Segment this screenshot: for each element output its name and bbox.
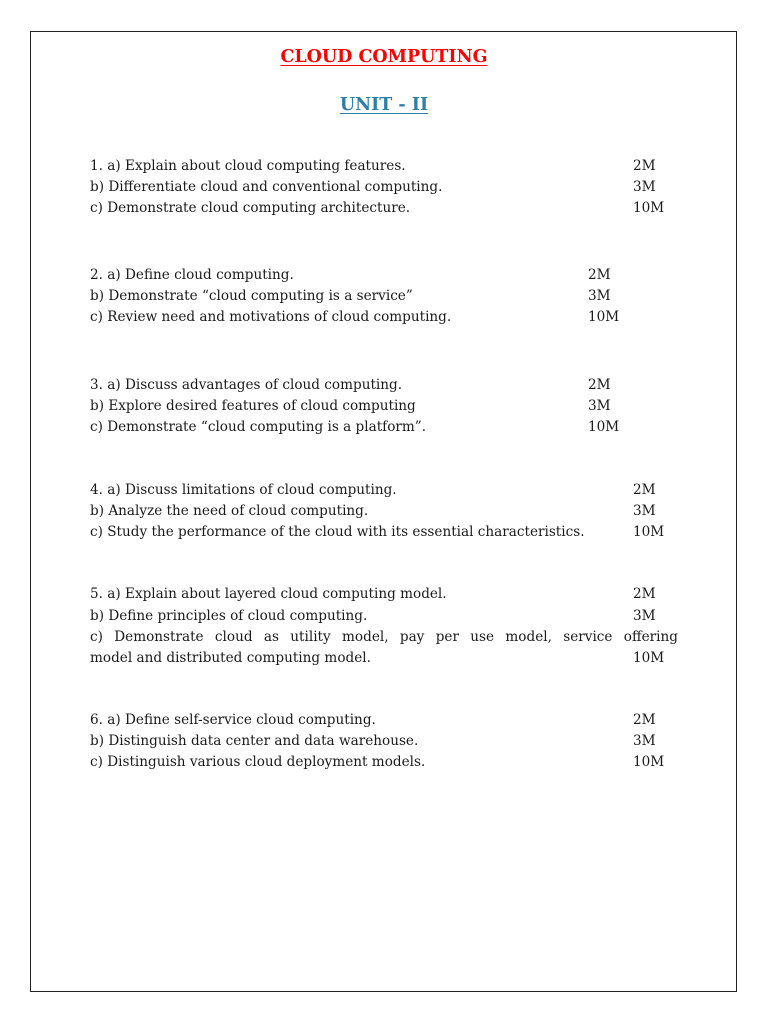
- question-2c-marks: 10M: [588, 309, 620, 325]
- question-3c: c) Demonstrate “cloud computing is a platform”.: [90, 419, 427, 435]
- question-4b-marks: 3M: [633, 503, 656, 519]
- question-5a: 5. a) Explain about layered cloud computing model.: [90, 586, 447, 602]
- question-1a-marks: 2M: [633, 158, 656, 174]
- question-1a: 1. a) Explain about cloud computing features.: [90, 158, 406, 174]
- question-3a: 3. a) Discuss advantages of cloud computing.: [90, 377, 403, 393]
- question-5c-line1: c) Demonstrate cloud as utility model, pay per use model, service offering: [90, 629, 678, 645]
- question-4b: b) Analyze the need of cloud computing.: [90, 503, 369, 519]
- document-title: CLOUD COMPUTING: [280, 47, 488, 67]
- question-5c-line2: model and distributed computing model.: [90, 650, 371, 666]
- question-3b: b) Explore desired features of cloud computing: [90, 398, 416, 414]
- question-6b-marks: 3M: [633, 733, 656, 749]
- question-4a-marks: 2M: [633, 482, 656, 498]
- question-6c-marks: 10M: [633, 754, 665, 770]
- question-4a: 4. a) Discuss limitations of cloud computing.: [90, 482, 397, 498]
- question-5b-marks: 3M: [633, 608, 656, 624]
- question-1b-marks: 3M: [633, 179, 656, 195]
- question-4c-marks: 10M: [633, 524, 665, 540]
- question-1b: b) Differentiate cloud and conventional computing.: [90, 179, 443, 195]
- question-6a: 6. a) Define self-service cloud computing.: [90, 712, 376, 728]
- question-5a-marks: 2M: [633, 586, 656, 602]
- question-2a: 2. a) Define cloud computing.: [90, 267, 294, 283]
- question-6a-marks: 2M: [633, 712, 656, 728]
- question-6b: b) Distinguish data center and data warehouse.: [90, 733, 419, 749]
- question-2a-marks: 2M: [588, 267, 611, 283]
- question-4c: c) Study the performance of the cloud with its essential characteristics.: [90, 524, 585, 540]
- question-1c-marks: 10M: [633, 200, 665, 216]
- question-3a-marks: 2M: [588, 377, 611, 393]
- question-3c-marks: 10M: [588, 419, 620, 435]
- question-2b: b) Demonstrate “cloud computing is a service”: [90, 288, 413, 304]
- question-2c: c) Review need and motivations of cloud computing.: [90, 309, 452, 325]
- unit-heading: UNIT - II: [339, 95, 429, 115]
- question-6c: c) Distinguish various cloud deployment models.: [90, 754, 426, 770]
- question-1c: c) Demonstrate cloud computing architecture.: [90, 200, 411, 216]
- question-2b-marks: 3M: [588, 288, 611, 304]
- question-5c-marks: 10M: [633, 650, 665, 666]
- question-3b-marks: 3M: [588, 398, 611, 414]
- question-5b: b) Define principles of cloud computing.: [90, 608, 368, 624]
